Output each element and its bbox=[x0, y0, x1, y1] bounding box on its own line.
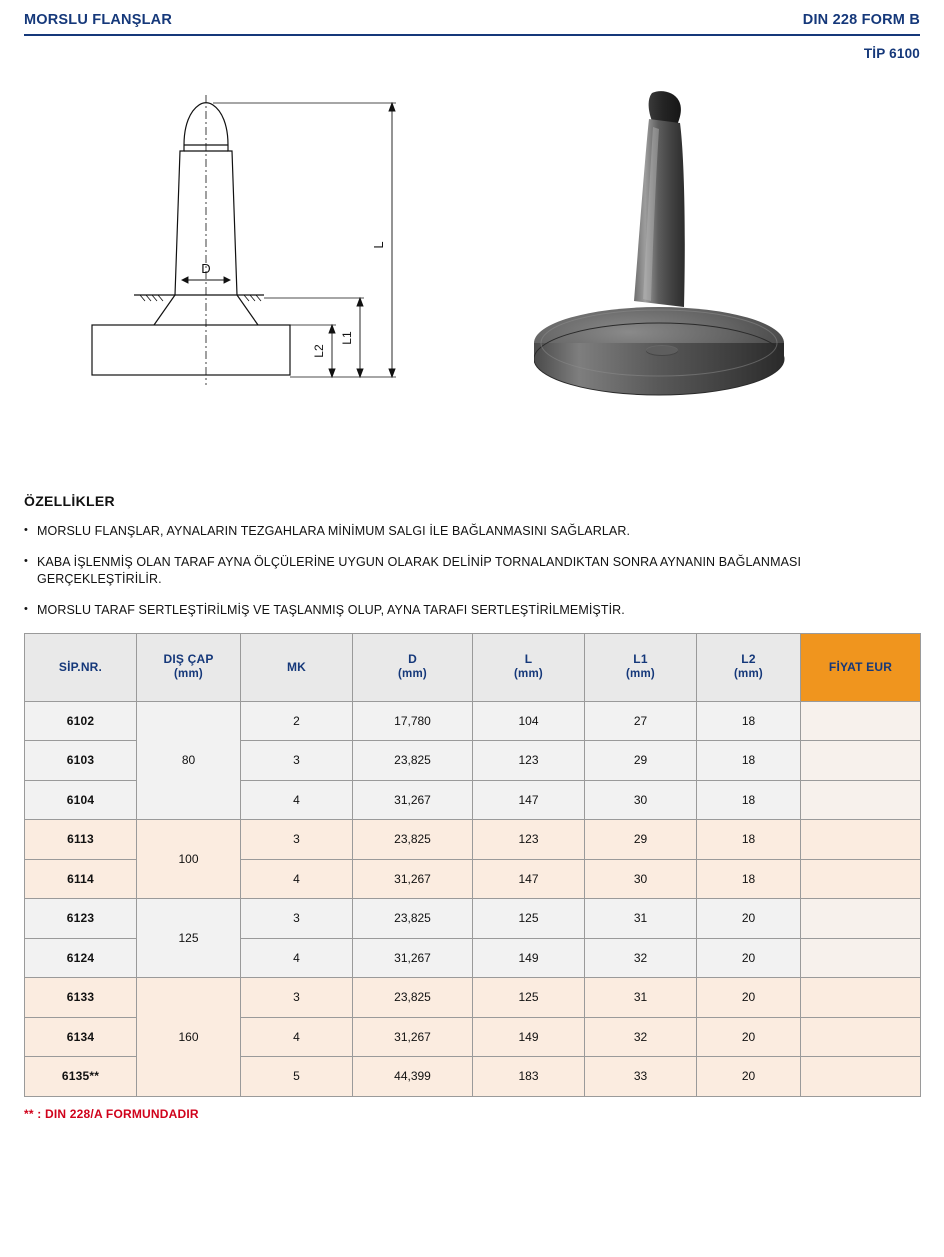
page-header bbox=[24, 0, 920, 34]
cell-l2: 18 bbox=[697, 701, 801, 741]
dimension-label-l: L bbox=[371, 241, 386, 249]
cell-price[interactable] bbox=[801, 820, 921, 860]
cell-l1: 32 bbox=[585, 1017, 697, 1057]
table-header-row bbox=[25, 633, 921, 701]
cell-l2: 18 bbox=[697, 741, 801, 781]
cell-l1: 27 bbox=[585, 701, 697, 741]
table-row bbox=[25, 899, 921, 939]
table-body bbox=[25, 701, 921, 1096]
cell-l2: 18 bbox=[697, 859, 801, 899]
cell-l: 125 bbox=[473, 899, 585, 939]
cell-l1: 29 bbox=[585, 820, 697, 860]
cell-price[interactable] bbox=[801, 780, 921, 820]
cell-l1: 30 bbox=[585, 780, 697, 820]
spec-text: MORSLU FLANŞLAR, AYNALARIN TEZGAHLARA MİNİMUM SALGI İLE BAĞLANMASINI SAĞLARLAR. bbox=[37, 524, 631, 538]
cell-sipnr: 6113 bbox=[25, 820, 137, 860]
table-row bbox=[25, 701, 921, 741]
cell-mk: 3 bbox=[241, 978, 353, 1018]
cell-l2: 20 bbox=[697, 978, 801, 1018]
table-row bbox=[25, 978, 921, 1018]
cell-d: 23,825 bbox=[353, 899, 473, 939]
dimension-label-l2: L2 bbox=[312, 344, 326, 358]
cell-sipnr: 6135** bbox=[25, 1057, 137, 1097]
cell-l2: 20 bbox=[697, 938, 801, 978]
cell-mk: 2 bbox=[241, 701, 353, 741]
col-header-label: MK bbox=[286, 659, 307, 674]
cell-l1: 33 bbox=[585, 1057, 697, 1097]
product-photo bbox=[534, 75, 914, 405]
col-header-unit: (mm) bbox=[514, 668, 543, 681]
cell-l: 147 bbox=[473, 859, 585, 899]
cell-mk: 4 bbox=[241, 859, 353, 899]
col-header-label: L bbox=[524, 652, 533, 667]
table-row bbox=[25, 820, 921, 860]
spec-list-item bbox=[24, 554, 920, 588]
col-header-label: D bbox=[408, 652, 417, 667]
cell-price[interactable] bbox=[801, 899, 921, 939]
cell-l: 149 bbox=[473, 1017, 585, 1057]
cell-discap: 80 bbox=[137, 701, 241, 820]
cell-d: 23,825 bbox=[353, 978, 473, 1018]
col-header-mk bbox=[241, 633, 353, 701]
cell-price[interactable] bbox=[801, 701, 921, 741]
bullet-icon: • bbox=[24, 554, 28, 567]
dimension-label-l1: L1 bbox=[340, 331, 354, 345]
col-header-l2 bbox=[697, 633, 801, 701]
col-header-label: DIŞ ÇAP bbox=[163, 652, 214, 667]
cell-l1: 30 bbox=[585, 859, 697, 899]
cell-sipnr: 6102 bbox=[25, 701, 137, 741]
page-title: MORSLU FLANŞLAR bbox=[24, 12, 172, 28]
cell-l2: 18 bbox=[697, 780, 801, 820]
col-header-label: L2 bbox=[741, 652, 756, 667]
cell-l: 104 bbox=[473, 701, 585, 741]
cell-l2: 20 bbox=[697, 1057, 801, 1097]
cell-d: 31,267 bbox=[353, 780, 473, 820]
cell-l2: 18 bbox=[697, 820, 801, 860]
cell-mk: 3 bbox=[241, 820, 353, 860]
cell-l2: 20 bbox=[697, 1017, 801, 1057]
cell-price[interactable] bbox=[801, 938, 921, 978]
cell-l: 183 bbox=[473, 1057, 585, 1097]
cell-l: 123 bbox=[473, 741, 585, 781]
cell-sipnr: 6134 bbox=[25, 1017, 137, 1057]
cell-d: 44,399 bbox=[353, 1057, 473, 1097]
cell-l1: 31 bbox=[585, 978, 697, 1018]
cell-d: 31,267 bbox=[353, 938, 473, 978]
dimension-label-d: D bbox=[201, 261, 211, 276]
cell-d: 23,825 bbox=[353, 741, 473, 781]
cell-d: 17,780 bbox=[353, 701, 473, 741]
cell-mk: 4 bbox=[241, 780, 353, 820]
cell-l1: 29 bbox=[585, 741, 697, 781]
cell-d: 31,267 bbox=[353, 859, 473, 899]
col-header-l1 bbox=[585, 633, 697, 701]
col-header-unit: (mm) bbox=[398, 668, 427, 681]
table-footnote: ** : DIN 228/A FORMUNDADIR bbox=[24, 1106, 199, 1121]
cell-l1: 31 bbox=[585, 899, 697, 939]
product-table bbox=[24, 633, 921, 1097]
figure-area bbox=[24, 75, 920, 475]
cell-l: 149 bbox=[473, 938, 585, 978]
technical-drawing bbox=[84, 85, 504, 405]
cell-d: 31,267 bbox=[353, 1017, 473, 1057]
specifications-section bbox=[24, 493, 920, 619]
cell-price[interactable] bbox=[801, 978, 921, 1018]
cell-discap: 100 bbox=[137, 820, 241, 899]
cell-mk: 5 bbox=[241, 1057, 353, 1097]
cell-mk: 4 bbox=[241, 1017, 353, 1057]
col-header-unit: (mm) bbox=[626, 668, 655, 681]
technical-drawing-svg bbox=[84, 85, 504, 405]
col-header-label: FİYAT EUR bbox=[828, 659, 893, 674]
cell-mk: 3 bbox=[241, 899, 353, 939]
cell-l: 123 bbox=[473, 820, 585, 860]
cell-l2: 20 bbox=[697, 899, 801, 939]
cell-discap: 160 bbox=[137, 978, 241, 1097]
cell-sipnr: 6114 bbox=[25, 859, 137, 899]
cell-price[interactable] bbox=[801, 1057, 921, 1097]
cell-discap: 125 bbox=[137, 899, 241, 978]
cell-sipnr: 6104 bbox=[25, 780, 137, 820]
type-label: TİP 6100 bbox=[863, 46, 920, 61]
col-header-label: L1 bbox=[633, 652, 648, 667]
cell-sipnr: 6103 bbox=[25, 741, 137, 781]
spec-text: MORSLU TARAF SERTLEŞTİRİLMİŞ VE TAŞLANMIŞ OLUP, AYNA TARAFI SERTLEŞTİRİLMEMİŞTİR. bbox=[37, 602, 625, 617]
spec-text: KABA İŞLENMİŞ OLAN TARAF AYNA ÖLÇÜLERİNE UYGUN OLARAK DELİNİP TORNALANDIKTAN SONRA AYNANIN BAĞLANMASI GERÇEKLEŞTİRİLİR. bbox=[37, 554, 802, 586]
specifications-title: ÖZELLİKLER bbox=[24, 493, 115, 509]
cell-price[interactable] bbox=[801, 741, 921, 781]
cell-mk: 4 bbox=[241, 938, 353, 978]
bullet-icon: • bbox=[24, 524, 28, 536]
spec-list-item bbox=[24, 602, 920, 619]
cell-l: 125 bbox=[473, 978, 585, 1018]
col-header-d bbox=[353, 633, 473, 701]
cell-l1: 32 bbox=[585, 938, 697, 978]
col-header-unit: (mm) bbox=[174, 668, 203, 681]
col-header-sipnr bbox=[25, 633, 137, 701]
col-header-discap bbox=[137, 633, 241, 701]
cell-price[interactable] bbox=[801, 1017, 921, 1057]
cell-sipnr: 6133 bbox=[25, 978, 137, 1018]
bullet-icon: • bbox=[24, 602, 28, 615]
cell-d: 23,825 bbox=[353, 820, 473, 860]
col-header-unit: (mm) bbox=[734, 668, 763, 681]
standard-title: DIN 228 FORM B bbox=[802, 12, 920, 28]
col-header-l bbox=[473, 633, 585, 701]
col-header-label: SİP.NR. bbox=[58, 659, 103, 674]
cell-price[interactable] bbox=[801, 859, 921, 899]
spec-list-item bbox=[24, 523, 920, 540]
cell-mk: 3 bbox=[241, 741, 353, 781]
col-header-price bbox=[801, 633, 921, 701]
cell-sipnr: 6123 bbox=[25, 899, 137, 939]
cell-l: 147 bbox=[473, 780, 585, 820]
product-photo-svg bbox=[534, 75, 914, 405]
cell-sipnr: 6124 bbox=[25, 938, 137, 978]
